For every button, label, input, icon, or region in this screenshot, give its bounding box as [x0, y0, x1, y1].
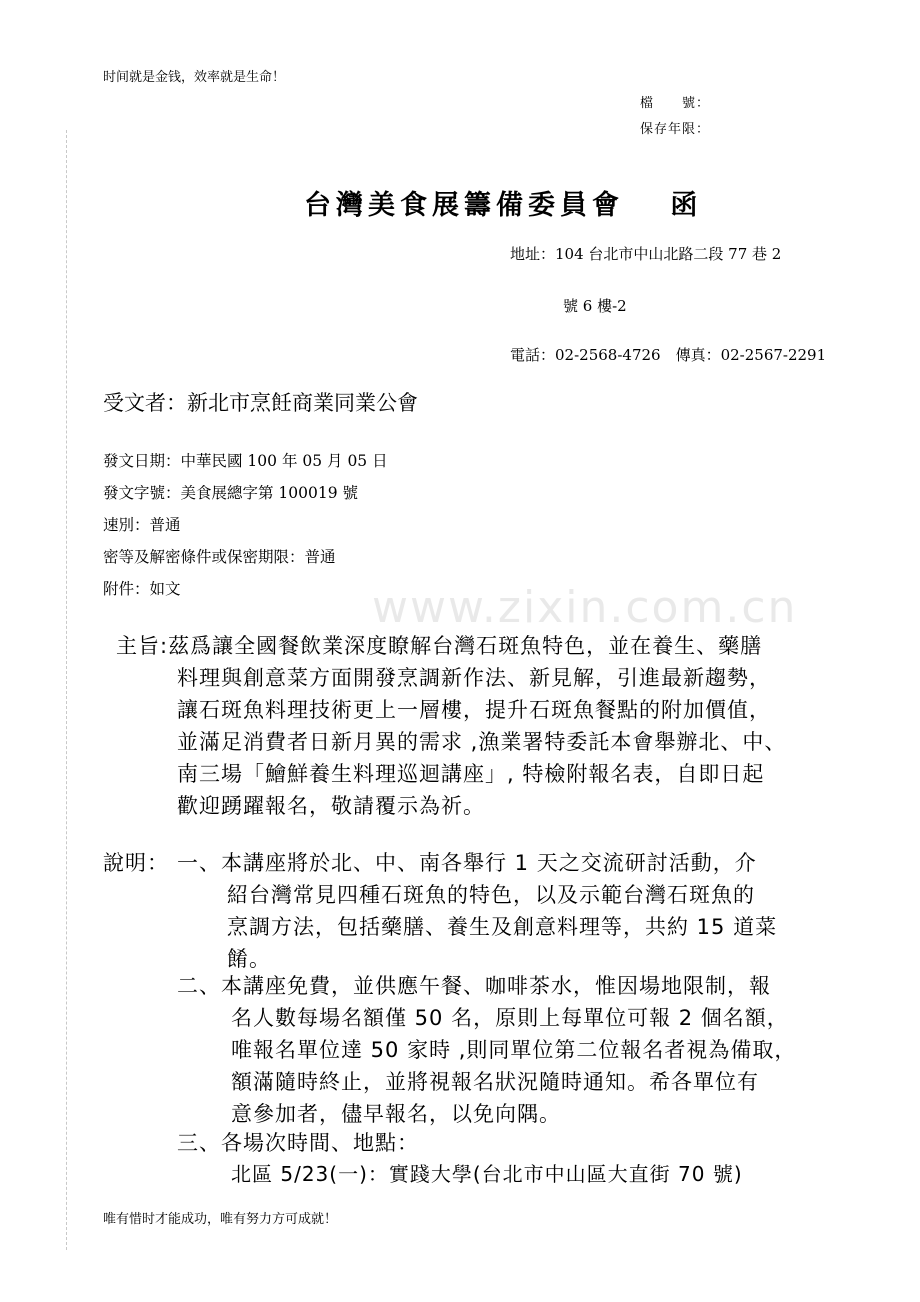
explanation-item-1-line: 一、本講座將於北、中、南各舉行 1 天之交流研討活動，介: [177, 851, 757, 875]
address-line-1: 地址：104 台北市中山北路二段 77 巷 2: [510, 245, 782, 263]
watermark: www.zixin.com.cn: [372, 582, 798, 633]
explanation-label: 說明：: [103, 851, 169, 875]
explanation-item-2-line: 唯報名單位達 50 家時 ,則同單位第二位報名者視為備取，: [231, 1038, 797, 1062]
explanation-item-2-line: 額滿隨時終止，並將視報名狀況隨時通知。希各單位有: [231, 1070, 759, 1094]
margin-guide-line: [66, 130, 67, 1250]
footer-note: 唯有惜时才能成功，唯有努力方可成就！: [103, 1212, 338, 1227]
retention-period-label: 保存年限：: [640, 122, 711, 137]
subject-line: 料理與創意菜方面開發烹調新作法、新見解，引進最新趨勢，: [177, 666, 771, 690]
explanation-item-1-line: 烹調方法，包括藥膳、養生及創意料理等，共約 15 道菜: [227, 915, 778, 939]
recipient-line: 受文者：新北市烹飪商業同業公會: [103, 391, 418, 415]
explanation-item-2-line: 二、本講座免費，並供應午餐、咖啡茶水，惟因場地限制，報: [177, 974, 771, 998]
subject-line: 讓石斑魚料理技術更上一層樓，提升石斑魚餐點的附加價值，: [177, 698, 771, 722]
phone-fax-line: 電話：02-2568-4726 傳真：02-2567-2291: [510, 346, 827, 364]
explanation-item-3-venue-north: 北區 5/23(一)：實踐大學(台北市中山區大直街 70 號): [231, 1162, 743, 1186]
explanation-item-1-line: 紹台灣常見四種石斑魚的特色，以及示範台灣石斑魚的: [227, 883, 755, 907]
meta-speed: 速別：普通: [103, 516, 181, 534]
explanation-item-3: 三、各場次時間、地點：: [177, 1131, 419, 1155]
document-title: 台灣美食展籌備委員會 函: [304, 190, 703, 221]
subject-line: 主旨:茲爲讓全國餐飲業深度瞭解台灣石斑魚特色，並在養生、藥膳: [116, 634, 763, 658]
explanation-item-2-line: 意參加者，儘早報名，以免向隅。: [231, 1102, 561, 1126]
file-number-label: 檔 號：: [640, 96, 711, 111]
explanation-item-1-line: 餚。: [227, 947, 271, 971]
subject-line: 歡迎踴躍報名，敬請覆示為祈。: [177, 794, 485, 818]
meta-reference-number: 發文字號：美食展總字第 100019 號: [103, 484, 359, 502]
explanation-item-2-line: 名人數每場名額僅 50 名，原則上每單位可報 2 個名額，: [231, 1006, 789, 1030]
address-line-2: 號 6 樓-2: [563, 297, 627, 315]
meta-attachment: 附件：如文: [103, 580, 181, 598]
meta-confidentiality: 密等及解密條件或保密期限：普通: [103, 548, 336, 566]
subject-line: 並滿足消費者日新月異的需求 ,漁業署特委託本會舉辦北、中、: [177, 730, 787, 754]
header-note: 时间就是金钱，效率就是生命！: [103, 70, 286, 85]
subject-line: 南三場「鱠鮮養生料理巡迴講座」, 特檢附報名表，自即日起: [177, 762, 765, 786]
meta-date: 發文日期：中華民國 100 年 05 月 05 日: [103, 452, 388, 470]
